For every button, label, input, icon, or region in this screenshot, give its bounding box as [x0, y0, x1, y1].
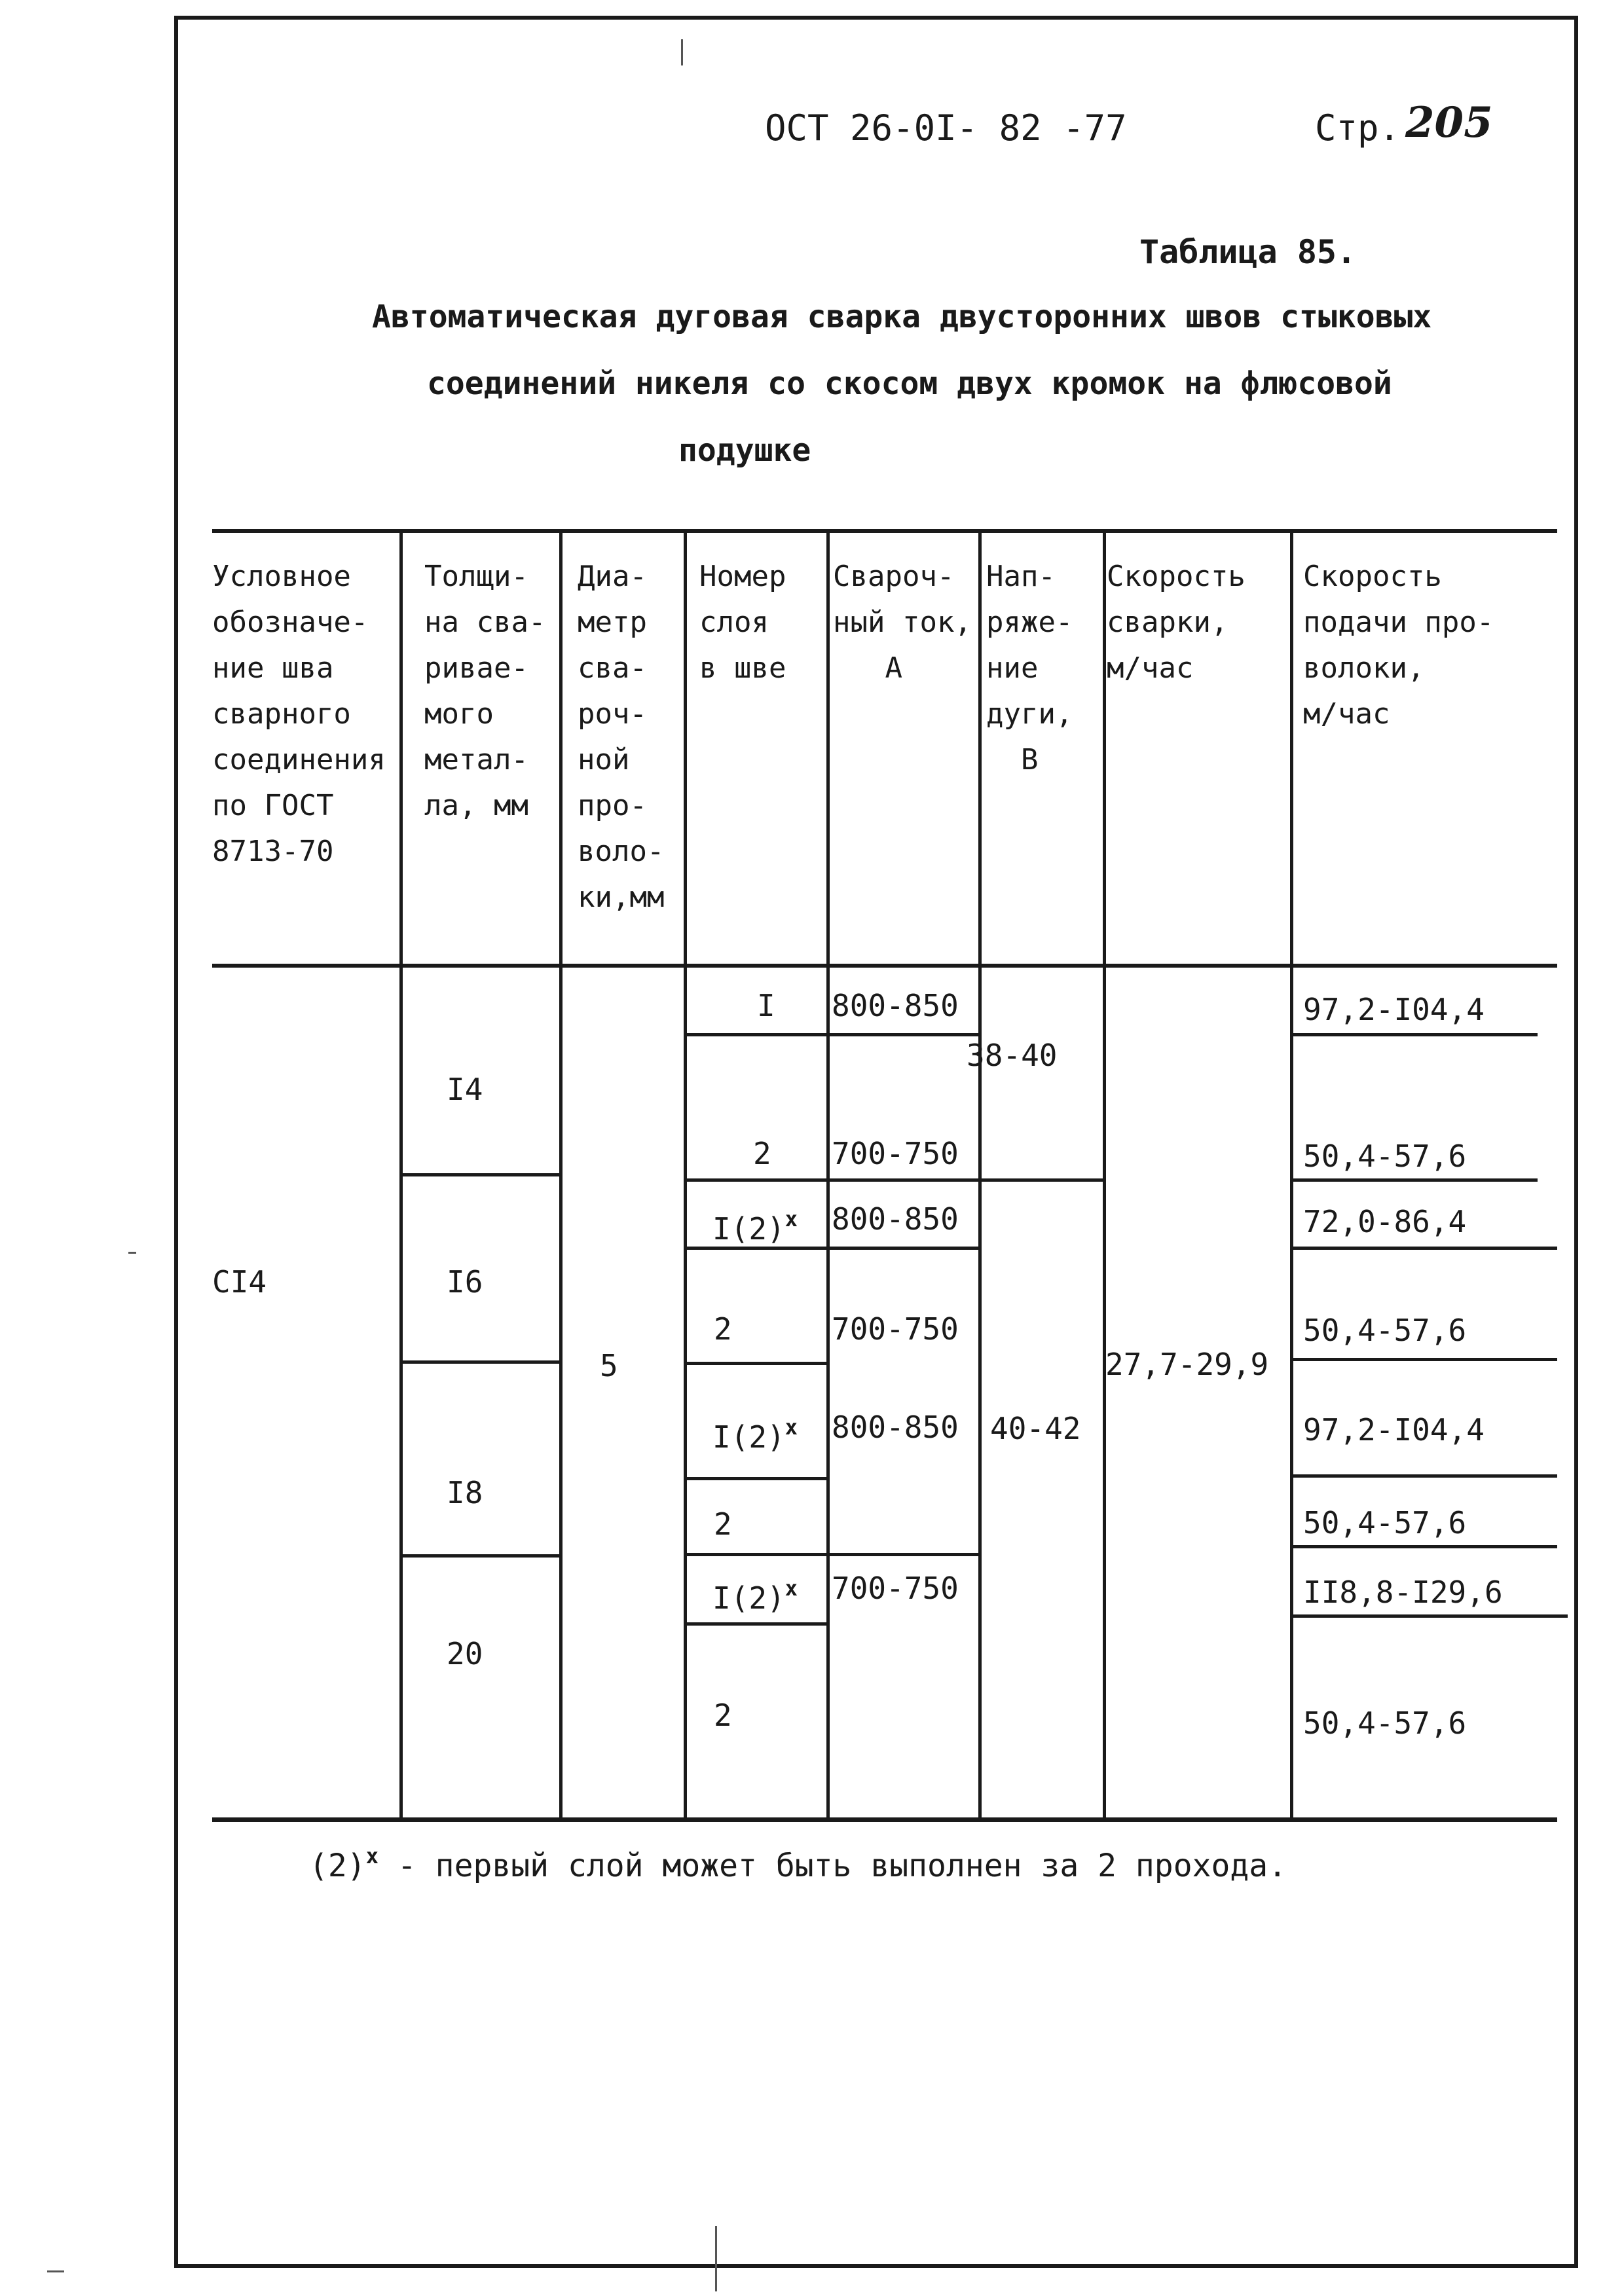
row-divider — [685, 1033, 980, 1036]
page-label: Стр. — [1315, 107, 1401, 149]
row-divider — [401, 1173, 562, 1176]
table-top-rule — [212, 529, 1557, 533]
title-line-1: Автоматическая дуговая сварка двусторонних швов стыковых — [372, 299, 1432, 335]
row-divider — [685, 1178, 980, 1182]
welding-speed: 27,7-29,9 — [1105, 1347, 1269, 1382]
column-divider — [1103, 533, 1106, 1817]
row-divider — [1291, 1474, 1557, 1478]
wire-feed-speed: 97,2-I04,4 — [1303, 1412, 1485, 1448]
column-header-weld-speed: Скорость сварки, м/час — [1107, 560, 1246, 685]
row-divider — [1291, 1033, 1538, 1036]
footnote: $(2)^x$ - первый слой может быть выполнен за 2 прохода. — [309, 1844, 1287, 1884]
document-code: ОСТ 26-0I- 82 -77 — [765, 107, 1127, 149]
layer-number: 2 — [714, 1698, 732, 1733]
wire-feed-speed: 50,4-57,6 — [1303, 1705, 1467, 1741]
row-divider — [685, 1477, 829, 1480]
joint-designation: CI4 — [212, 1264, 267, 1300]
row-divider — [401, 1554, 562, 1558]
column-header-layer: Номер слоя в шве — [699, 560, 786, 685]
column-divider — [978, 533, 982, 1817]
wire-feed-speed: 97,2-I04,4 — [1303, 992, 1485, 1027]
row-divider — [685, 1553, 980, 1556]
table-caption: Таблица 85. — [1139, 233, 1357, 271]
page-number: 205 — [1405, 98, 1493, 147]
layer-number: 2 — [714, 1506, 732, 1542]
scan-speck — [715, 2226, 717, 2291]
welding-current: 800-850 — [832, 1410, 959, 1445]
welding-current: 800-850 — [832, 1201, 959, 1237]
column-header-thickness: Толщи- на сва- риваe- мого метал- ла, мм — [424, 560, 546, 822]
header-bottom-rule — [212, 964, 1557, 968]
wire-feed-speed: 50,4-57,6 — [1303, 1505, 1467, 1540]
arc-voltage: 40-42 — [990, 1411, 1081, 1446]
column-divider — [1290, 533, 1293, 1817]
welding-current: 700-750 — [832, 1311, 959, 1347]
welding-current: 800-850 — [832, 988, 959, 1023]
title-line-2: соединений никеля со скосом двух кромок на флюсовой — [427, 365, 1392, 402]
column-header-current: Свароч- ный ток, А — [833, 560, 972, 685]
arc-voltage: 38-40 — [967, 1038, 1058, 1073]
layer-number: 2 — [753, 1136, 771, 1171]
row-divider — [401, 1360, 562, 1364]
layer-number: I — [757, 988, 775, 1023]
row-divider — [685, 1362, 829, 1365]
layer-number: 2 — [714, 1311, 732, 1347]
wire-diameter: 5 — [600, 1348, 618, 1383]
welding-current: 700-750 — [832, 1136, 959, 1171]
wire-feed-speed: 50,4-57,6 — [1303, 1313, 1467, 1348]
thickness-value: 20 — [447, 1636, 483, 1671]
layer-number: $I(2)^x$ — [712, 1576, 798, 1616]
layer-number: $I(2)^x$ — [712, 1415, 798, 1455]
scan-speck — [681, 39, 683, 65]
thickness-value: I4 — [447, 1072, 483, 1107]
thickness-value: I6 — [447, 1264, 483, 1300]
row-divider — [1291, 1247, 1557, 1250]
title-line-3: подушке — [678, 432, 811, 469]
row-divider — [980, 1178, 1104, 1182]
wire-feed-speed: 72,0-86,4 — [1303, 1204, 1467, 1239]
scan-speck — [128, 1252, 136, 1254]
row-divider — [1291, 1358, 1557, 1361]
wire-feed-speed: II8,8-I29,6 — [1303, 1575, 1503, 1610]
column-header-designation: Условное обозначе- ние шва сварного соединения по ГОСТ 8713-70 — [212, 560, 386, 868]
table-bottom-rule — [212, 1817, 1557, 1822]
row-divider — [685, 1622, 829, 1626]
column-header-wire-feed-speed: Скорость подачи про- волоки, м/час — [1303, 560, 1494, 731]
column-header-wire-diameter: Диа- метр сва- роч- ной про- воло- ки,мм — [578, 560, 665, 914]
thickness-value: I8 — [447, 1475, 483, 1510]
welding-current: 700-750 — [832, 1571, 959, 1606]
layer-number: $I(2)^x$ — [712, 1207, 798, 1247]
column-header-voltage: Нап- ряже- ние дуги, В — [986, 560, 1073, 776]
scan-speck — [47, 2270, 64, 2272]
wire-feed-speed: 50,4-57,6 — [1303, 1139, 1467, 1174]
